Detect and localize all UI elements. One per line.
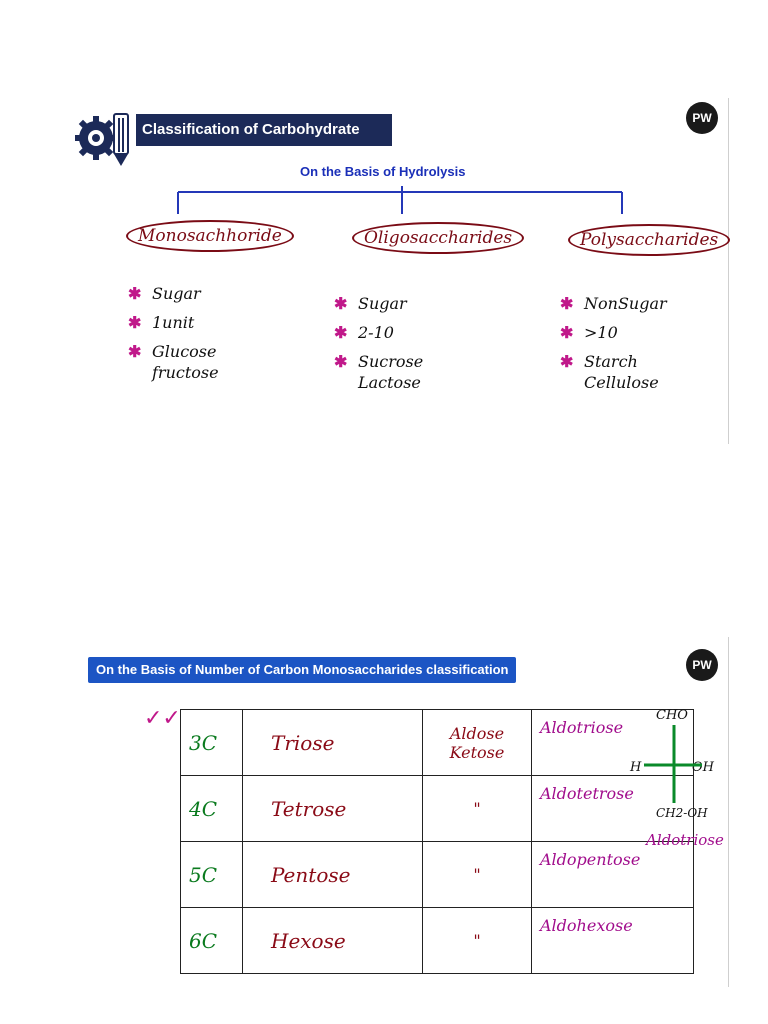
sugar-name: Pentose	[243, 842, 423, 908]
table-row	[181, 908, 694, 974]
structure-top: CHO	[656, 708, 688, 723]
list-item: ✱ 1unit	[128, 313, 195, 332]
aldotriose-structure	[626, 699, 726, 859]
oligosaccharide-list	[334, 294, 423, 402]
sugar-name: Tetrose	[243, 776, 423, 842]
sugar-type: "	[423, 776, 532, 842]
star-icon: ✱	[560, 352, 574, 371]
category-polysaccharide: Polysaccharides	[568, 224, 730, 256]
list-item: ✱ >10	[560, 323, 618, 342]
aldose-name: Aldotetrose	[532, 776, 694, 842]
sugar-type: "	[423, 842, 532, 908]
slide-title: Classification of Carbohydrate	[136, 114, 392, 146]
slide-title: On the Basis of Number of Carbon Monosaccharides classification	[88, 657, 516, 683]
table-row	[181, 776, 694, 842]
star-icon: ✱	[128, 284, 142, 303]
pw-logo: PW	[686, 649, 718, 681]
sugar-name: Hexose	[243, 908, 423, 974]
structure-left: H	[630, 760, 642, 775]
carbon-table	[180, 709, 694, 974]
sugar-type: Aldose Ketose	[423, 710, 532, 776]
list-item: ✱ Sugar	[334, 294, 407, 313]
polysaccharide-list	[560, 294, 667, 402]
table-row	[181, 710, 694, 776]
list-item-extra: Lactose	[358, 373, 421, 392]
star-icon: ✱	[128, 313, 142, 332]
carbon-count: 6C	[181, 908, 243, 974]
sugar-name: Triose	[243, 710, 423, 776]
carbon-count: 5C	[181, 842, 243, 908]
list-item-extra: Cellulose	[584, 373, 659, 392]
structure-label: Aldotriose	[646, 831, 724, 849]
pw-logo: PW	[686, 102, 718, 134]
category-monosaccharide: Monosachhoride	[126, 220, 294, 252]
star-icon: ✱	[560, 294, 574, 313]
star-icon: ✱	[560, 323, 574, 342]
aldose-name: Aldopentose	[532, 842, 694, 908]
list-item: ✱ Sucrose	[334, 352, 424, 371]
tick-marks: ✓✓	[144, 705, 181, 730]
list-item: ✱ Glucose	[128, 342, 217, 361]
list-item: ✱ Sugar	[128, 284, 201, 303]
aldose-name: Aldotriose	[532, 710, 694, 776]
table-row	[181, 842, 694, 908]
list-item: ✱ NonSugar	[560, 294, 667, 313]
list-item: ✱ 2-10	[334, 323, 394, 342]
slide-carbon-classification	[64, 637, 729, 987]
star-icon: ✱	[128, 342, 142, 361]
carbon-count: 4C	[181, 776, 243, 842]
list-item: ✱ Starch	[560, 352, 638, 371]
aldose-name: Aldohexose	[532, 908, 694, 974]
star-icon: ✱	[334, 352, 348, 371]
category-oligosaccharide: Oligosaccharides	[352, 222, 524, 254]
list-item-extra: fructose	[152, 363, 219, 382]
carbon-count: 3C	[181, 710, 243, 776]
structure-bottom: CH2-OH	[656, 806, 708, 820]
star-icon: ✱	[334, 323, 348, 342]
monosaccharide-list	[128, 284, 219, 392]
star-icon: ✱	[334, 294, 348, 313]
slide-hydrolysis	[64, 98, 729, 444]
structure-right: OH	[692, 760, 714, 775]
subtitle: On the Basis of Hydrolysis	[300, 164, 466, 179]
sugar-type: "	[423, 908, 532, 974]
